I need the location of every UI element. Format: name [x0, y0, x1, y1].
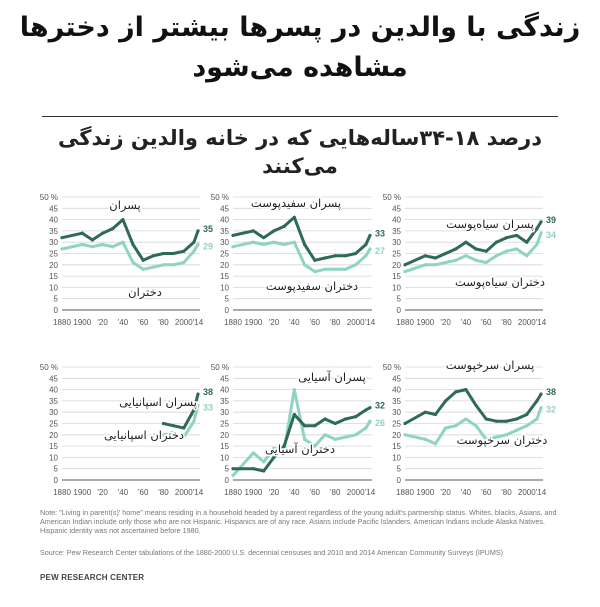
men-data-point	[262, 236, 265, 239]
men-data-point	[525, 241, 528, 244]
y-tick-label: 0	[224, 306, 229, 315]
x-tick-label: '80	[330, 488, 341, 497]
x-tick-label: 2000	[517, 318, 536, 327]
y-tick-label: 5	[396, 464, 401, 474]
x-tick-label: 2000	[346, 318, 365, 327]
y-tick-label: 40	[220, 215, 229, 225]
women-data-point	[464, 417, 467, 420]
y-tick-label: 35	[392, 226, 401, 236]
women-data-point	[515, 429, 518, 432]
men-data-point	[111, 227, 114, 230]
men-data-point	[539, 393, 542, 396]
x-tick-label: '14	[364, 488, 376, 497]
x-tick-label: 1880	[224, 318, 242, 327]
x-tick-label: '40	[117, 318, 129, 327]
x-tick-label: 1900	[244, 318, 263, 327]
y-tick-label: 15	[49, 272, 58, 282]
y-tick-label: 5	[53, 294, 58, 304]
x-tick-label: '80	[158, 318, 169, 327]
men-data-point	[495, 241, 498, 244]
men-data-point	[182, 250, 185, 253]
women-data-point	[192, 420, 195, 423]
women-data-point	[368, 247, 371, 250]
x-tick-label: '20	[440, 488, 451, 497]
men-data-point	[454, 390, 457, 393]
men-data-point	[303, 424, 306, 427]
women-data-point	[434, 263, 437, 266]
y-tick-label: 45	[392, 374, 401, 384]
chart-panel-1	[40, 193, 213, 327]
x-tick-label: '20	[268, 488, 280, 497]
y-tick-label: 25	[220, 419, 229, 429]
women-data-point	[91, 245, 94, 248]
y-tick-label: 25	[392, 249, 401, 259]
x-tick-label: 2000	[174, 318, 193, 327]
y-tick-label: 50 %	[210, 363, 229, 372]
end-value-label: 32	[375, 400, 386, 411]
women-data-point	[403, 270, 406, 273]
y-tick-label: 50 %	[210, 193, 229, 202]
y-tick-label: 0	[396, 476, 401, 485]
men-data-point	[444, 399, 447, 402]
x-tick-label: '40	[289, 318, 300, 327]
end-value-label: 29	[203, 241, 214, 252]
men-data-point	[334, 254, 337, 257]
men-data-point	[505, 236, 508, 239]
men-data-point	[162, 422, 165, 425]
title-divider	[42, 116, 558, 117]
x-tick-label: 1900	[416, 318, 435, 327]
women-data-point	[334, 438, 337, 441]
men-data-point	[101, 232, 104, 235]
y-tick-label: 10	[220, 283, 229, 293]
y-tick-label: 5	[224, 464, 229, 474]
x-tick-label: '60	[137, 488, 149, 497]
men-data-point	[293, 216, 296, 219]
women-data-point	[403, 433, 406, 436]
men-data-point	[142, 259, 145, 262]
series-name-label: پسران آسیایی	[298, 370, 366, 384]
y-tick-label: 40	[220, 385, 229, 395]
men-data-point	[525, 413, 528, 416]
x-tick-label: 1900	[416, 488, 435, 497]
y-tick-label: 10	[220, 453, 229, 463]
women-data-point	[354, 433, 357, 436]
women-data-point	[182, 261, 185, 264]
men-data-point	[313, 259, 316, 262]
women-data-point	[293, 241, 296, 244]
chart-subtitle: درصد ۱۸-۳۴ساله‌هایی که در خانه والدین زندگی می‌کنند	[58, 126, 542, 178]
men-data-point	[272, 229, 275, 232]
y-tick-label: 5	[224, 294, 229, 304]
series-name-label: دختران سفیدپوست	[265, 279, 359, 293]
women-data-point	[262, 460, 265, 463]
men-data-point	[495, 420, 498, 423]
x-tick-label: 1880	[53, 488, 71, 497]
y-tick-label: 35	[220, 226, 229, 236]
x-tick-label: '40	[289, 488, 300, 497]
series-name-label: دختران	[128, 285, 162, 299]
men-data-point	[444, 252, 447, 255]
y-tick-label: 20	[392, 430, 401, 440]
men-data-point	[434, 413, 437, 416]
women-data-point	[313, 270, 316, 273]
women-data-point	[272, 241, 275, 244]
men-data-point	[81, 232, 84, 235]
women-data-point	[252, 451, 255, 454]
y-tick-label: 0	[396, 306, 401, 315]
y-tick-label: 30	[392, 238, 401, 248]
chart-panel-5	[211, 363, 385, 497]
chart-note: Note: "Living in parent(s)' home" means residing in a household headed by a parent regardless of the young adult's partnership status. Whites, blacks, Asians, and American Indian include only those who are not Hispanic. Hispanics are of any race. Asians include Pacific Islanders. American Indians include Alaska Natives. Hispanic identity was not ascertained before 1980.	[40, 508, 557, 535]
men-data-point	[368, 406, 371, 409]
chart-panel-3	[383, 193, 556, 327]
women-data-point	[231, 474, 234, 477]
x-tick-label: '80	[158, 488, 169, 497]
x-tick-label: '20	[268, 318, 280, 327]
women-data-point	[172, 263, 175, 266]
women-data-point	[303, 263, 306, 266]
men-data-point	[172, 252, 175, 255]
women-data-point	[424, 438, 427, 441]
x-tick-label: '20	[97, 318, 108, 327]
x-tick-label: '14	[192, 488, 204, 497]
women-data-point	[252, 241, 255, 244]
women-data-point	[364, 426, 367, 429]
men-data-point	[535, 227, 538, 230]
men-data-point	[293, 413, 296, 416]
men-data-point	[474, 247, 477, 250]
y-tick-label: 0	[53, 306, 58, 315]
x-tick-label: '14	[364, 318, 376, 327]
women-data-point	[539, 232, 542, 235]
series-name-label: دختران سرخپوست	[456, 433, 548, 447]
end-value-label: 38	[546, 387, 557, 398]
series-name-label: پسران	[109, 198, 141, 212]
x-tick-label: 1900	[244, 488, 263, 497]
y-tick-label: 5	[53, 464, 58, 474]
end-value-label: 35	[203, 223, 214, 234]
y-tick-label: 15	[49, 442, 58, 452]
men-data-point	[364, 408, 367, 411]
x-tick-label: 2000	[174, 488, 193, 497]
y-tick-label: 40	[49, 215, 58, 225]
y-tick-label: 0	[224, 476, 229, 485]
men-data-point	[368, 234, 371, 237]
x-tick-label: '60	[480, 488, 492, 497]
x-tick-label: 1880	[53, 318, 71, 327]
x-tick-label: '40	[460, 318, 472, 327]
x-tick-label: '80	[501, 488, 512, 497]
women-series-line	[233, 390, 370, 476]
y-tick-label: 25	[49, 419, 58, 429]
y-tick-label: 35	[220, 396, 229, 406]
men-data-point	[252, 467, 255, 470]
series-name-label: دختران سیاه‌پوست	[454, 275, 546, 289]
men-data-point	[231, 467, 234, 470]
men-data-point	[464, 241, 467, 244]
women-data-point	[323, 268, 326, 271]
men-data-point	[535, 399, 538, 402]
publisher-logo-text: PEW RESEARCH CENTER	[40, 573, 145, 582]
y-tick-label: 40	[49, 385, 58, 395]
y-tick-label: 40	[392, 215, 401, 225]
women-data-point	[535, 243, 538, 246]
y-tick-label: 50 %	[39, 193, 58, 202]
women-data-point	[162, 263, 165, 266]
men-data-point	[354, 415, 357, 418]
women-data-point	[231, 245, 234, 248]
x-tick-label: '14	[535, 488, 547, 497]
men-data-point	[424, 254, 427, 257]
x-tick-label: '40	[460, 488, 472, 497]
series-name-label: پسران سفیدپوست	[250, 196, 342, 210]
y-tick-label: 25	[220, 249, 229, 259]
men-data-point	[515, 417, 518, 420]
x-tick-label: '20	[97, 488, 108, 497]
y-tick-label: 45	[49, 204, 58, 214]
men-data-point	[272, 456, 275, 459]
x-tick-label: '80	[330, 318, 341, 327]
men-data-point	[539, 220, 542, 223]
x-tick-label: 1880	[396, 318, 414, 327]
men-data-point	[323, 256, 326, 259]
x-tick-label: '60	[309, 488, 321, 497]
women-data-point	[444, 261, 447, 264]
women-data-point	[368, 420, 371, 423]
women-data-point	[334, 268, 337, 271]
series-name-label: دختران آسیایی	[265, 442, 335, 456]
end-value-label: 38	[203, 387, 214, 398]
men-data-point	[91, 238, 94, 241]
women-data-point	[121, 241, 124, 244]
y-tick-label: 45	[220, 374, 229, 384]
men-data-point	[505, 420, 508, 423]
y-tick-label: 50 %	[382, 363, 401, 372]
women-data-point	[454, 259, 457, 262]
chart-panel-2	[211, 193, 385, 327]
men-data-point	[313, 424, 316, 427]
women-data-point	[262, 243, 265, 246]
men-data-point	[515, 234, 518, 237]
y-tick-label: 15	[220, 442, 229, 452]
women-data-point	[192, 250, 195, 253]
men-data-point	[121, 218, 124, 221]
men-data-point	[334, 422, 337, 425]
x-tick-label: 1880	[224, 488, 242, 497]
end-value-label: 33	[375, 228, 386, 239]
women-data-point	[303, 438, 306, 441]
men-data-point	[231, 234, 234, 237]
women-data-point	[535, 417, 538, 420]
women-data-point	[293, 388, 296, 391]
x-tick-label: 1900	[73, 318, 92, 327]
y-tick-label: 25	[49, 249, 58, 259]
y-tick-label: 15	[220, 272, 229, 282]
women-data-point	[434, 442, 437, 445]
men-data-point	[60, 236, 63, 239]
men-data-point	[344, 417, 347, 420]
x-tick-label: 2000	[517, 488, 536, 497]
y-tick-label: 10	[49, 283, 58, 293]
women-data-point	[525, 254, 528, 257]
men-data-point	[464, 388, 467, 391]
women-data-point	[131, 261, 134, 264]
women-data-point	[364, 254, 367, 257]
y-tick-label: 15	[392, 442, 401, 452]
small-multiples-line-charts	[0, 180, 600, 510]
x-tick-label: '60	[309, 318, 321, 327]
y-tick-label: 10	[392, 453, 401, 463]
men-data-point	[485, 250, 488, 253]
x-tick-label: '40	[117, 488, 129, 497]
end-value-label: 27	[375, 245, 386, 256]
men-data-point	[283, 225, 286, 228]
men-data-point	[474, 404, 477, 407]
women-data-point	[454, 424, 457, 427]
men-data-point	[323, 417, 326, 420]
women-data-point	[354, 263, 357, 266]
x-tick-label: 2000	[346, 488, 365, 497]
y-tick-label: 25	[392, 419, 401, 429]
women-series-line	[233, 242, 370, 271]
series-name-label: پسران اسپانیایی	[119, 395, 197, 409]
women-data-point	[81, 243, 84, 246]
women-data-point	[539, 406, 542, 409]
men-data-point	[344, 254, 347, 257]
chart-panel-4	[40, 363, 213, 497]
y-tick-label: 10	[392, 283, 401, 293]
men-data-point	[252, 229, 255, 232]
y-tick-label: 20	[392, 260, 401, 270]
y-tick-label: 50 %	[39, 363, 58, 372]
y-tick-label: 10	[49, 453, 58, 463]
end-value-label: 26	[375, 418, 386, 429]
men-data-point	[354, 252, 357, 255]
women-data-point	[344, 268, 347, 271]
y-tick-label: 30	[49, 238, 58, 248]
x-tick-label: '20	[440, 318, 451, 327]
y-tick-label: 50 %	[382, 193, 401, 202]
women-data-point	[60, 247, 63, 250]
men-data-point	[403, 422, 406, 425]
men-data-point	[196, 229, 199, 232]
y-tick-label: 45	[49, 374, 58, 384]
men-data-point	[152, 254, 155, 257]
chart-panel-6	[383, 358, 556, 497]
end-value-label: 39	[546, 214, 557, 225]
y-tick-label: 20	[49, 430, 58, 440]
women-data-point	[495, 254, 498, 257]
chart-title: زندگی با والدین در پسرها بیشتر از دخترها مشاهده می‌شود	[19, 12, 581, 83]
women-data-point	[505, 250, 508, 253]
y-tick-label: 35	[49, 396, 58, 406]
women-data-point	[485, 261, 488, 264]
end-value-label: 34	[546, 230, 557, 241]
series-name-label: دختران اسپانیایی	[103, 428, 185, 442]
women-data-point	[196, 243, 199, 246]
y-tick-label: 45	[392, 204, 401, 214]
y-tick-label: 30	[49, 408, 58, 418]
women-data-point	[142, 268, 145, 271]
y-tick-label: 30	[220, 238, 229, 248]
y-tick-label: 20	[49, 260, 58, 270]
women-data-point	[515, 247, 518, 250]
y-tick-label: 15	[392, 272, 401, 282]
x-tick-label: '60	[480, 318, 492, 327]
end-value-label: 32	[546, 404, 557, 415]
y-tick-label: 35	[392, 396, 401, 406]
x-tick-label: 1880	[396, 488, 414, 497]
women-data-point	[474, 259, 477, 262]
x-tick-label: 1900	[73, 488, 92, 497]
series-name-label: پسران سیاه‌پوست	[446, 217, 534, 231]
women-data-point	[444, 426, 447, 429]
y-tick-label: 40	[392, 385, 401, 395]
x-tick-label: '14	[192, 318, 204, 327]
men-series-line	[405, 390, 541, 424]
y-tick-label: 20	[220, 260, 229, 270]
women-data-point	[101, 243, 104, 246]
men-data-point	[403, 263, 406, 266]
women-data-point	[525, 424, 528, 427]
women-data-point	[424, 263, 427, 266]
women-data-point	[344, 435, 347, 438]
men-data-point	[131, 243, 134, 246]
men-data-point	[485, 417, 488, 420]
x-tick-label: '14	[535, 318, 547, 327]
y-tick-label: 35	[49, 226, 58, 236]
men-data-point	[192, 241, 195, 244]
y-tick-label: 0	[53, 476, 58, 485]
men-data-point	[162, 252, 165, 255]
y-tick-label: 20	[220, 430, 229, 440]
women-data-point	[464, 254, 467, 257]
y-tick-label: 45	[220, 204, 229, 214]
end-value-label: 33	[203, 402, 214, 413]
men-data-point	[172, 424, 175, 427]
women-series-line	[62, 242, 198, 269]
men-data-point	[454, 247, 457, 250]
women-data-point	[474, 424, 477, 427]
men-data-point	[424, 411, 427, 414]
x-tick-label: '60	[137, 318, 149, 327]
men-data-point	[364, 243, 367, 246]
women-data-point	[323, 433, 326, 436]
y-tick-label: 30	[392, 408, 401, 418]
x-tick-label: '80	[501, 318, 512, 327]
women-data-point	[152, 265, 155, 268]
men-data-point	[262, 469, 265, 472]
series-name-label: پسران سرخپوست	[445, 358, 535, 372]
y-tick-label: 30	[220, 408, 229, 418]
women-data-point	[283, 243, 286, 246]
men-data-point	[434, 256, 437, 259]
y-tick-label: 5	[396, 294, 401, 304]
chart-source: Source: Pew Research Center tabulations of the 1880-2000 U.S. decennial censuses and 2010 and 2014 American Community Surveys (IPUMS)	[40, 548, 504, 557]
women-data-point	[111, 245, 114, 248]
men-data-point	[303, 243, 306, 246]
